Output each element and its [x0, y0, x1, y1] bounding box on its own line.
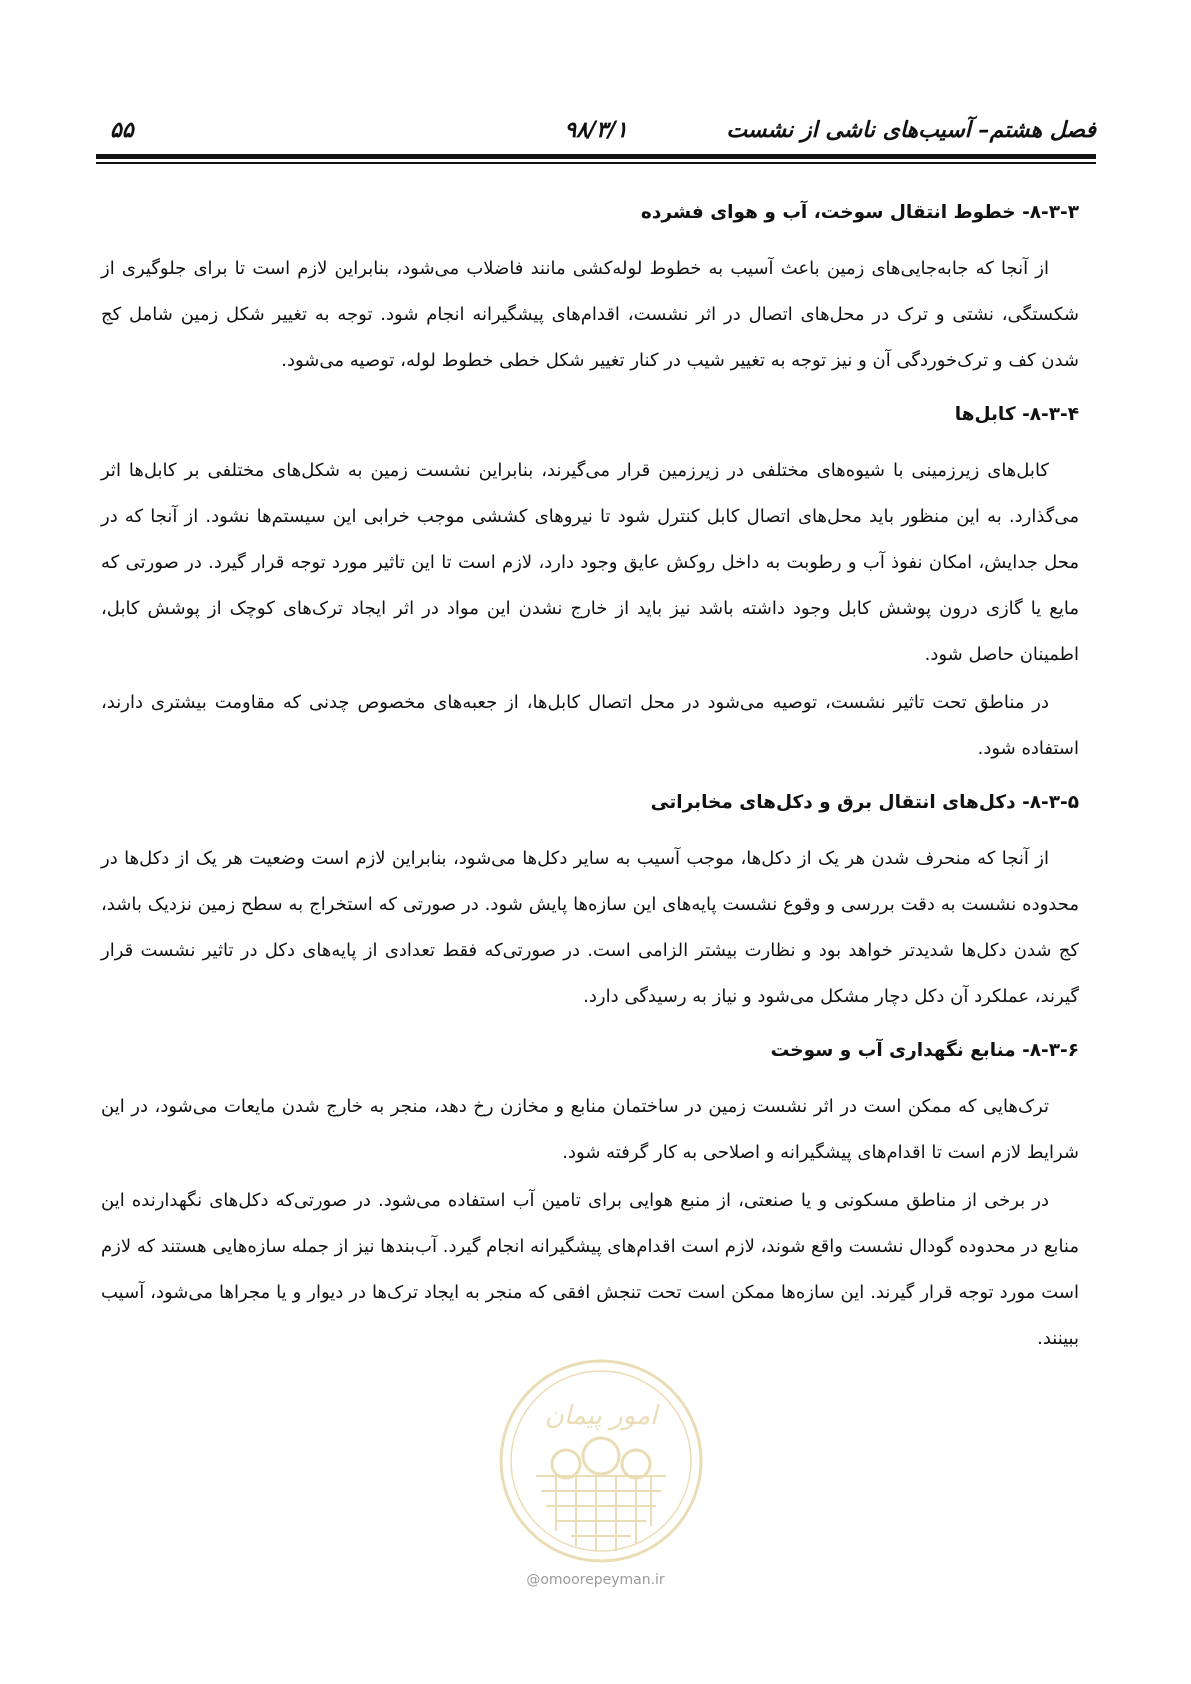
header-date: ۹۸/۳/۱	[564, 118, 628, 143]
page-header	[96, 118, 1096, 152]
page-content	[101, 196, 1079, 1364]
page-number: ۵۵	[110, 118, 134, 143]
section-heading: ۸-۳-۴- کابل‌ها	[954, 404, 1079, 425]
section-heading: ۸-۳-۶- منابع نگهداری آب و سوخت	[770, 1040, 1079, 1061]
header-rule-thick	[96, 154, 1096, 159]
section-fuel-water-air-lines	[101, 196, 1079, 384]
paragraph: ترک‌هایی که ممکن است در اثر نشست زمین در ساختمان منابع و مخازن رخ دهد، منجر به خارج شدن مایعات می‌شود، در این شرایط لازم است تا اقدام‌های پیشگیرانه و اصلاحی به کار گرفته شود.	[101, 1096, 1079, 1163]
paragraph: در برخی از مناطق مسکونی و یا صنعتی، از منبع هوایی برای تامین آب استفاده می‌شود. در صورتی‌که دکل‌های نگهدارنده این منابع در محدوده گودال نشست واقع شوند، لازم است اقدام‌های پیشگیرانه انجام گیرد. آب‌بندها نیز از جمله سازه‌هایی هستند که لازم است مورد توجه قرار گیرند. این سازه‌ها ممکن است تحت تنجش افقی که منجر به ایجاد ترک‌ها در دیوار و یا مجراها می‌شود، آسیب ببینند.	[101, 1190, 1079, 1349]
paragraph: در مناطق تحت تاثیر نشست، توصیه می‌شود در محل اتصال کابل‌ها، از جعبه‌های مخصوص چدنی که مقاومت بیشتری دارند، استفاده شود.	[101, 692, 1079, 759]
header-rule-thin	[96, 162, 1096, 164]
section-heading: ۸-۳-۳- خطوط انتقال سوخت، آب و هوای فشرده	[640, 202, 1079, 223]
section-towers	[101, 786, 1079, 1020]
paragraph: از آنجا که جابه‌جایی‌های زمین باعث آسیب به خطوط لوله‌کشی مانند فاضلاب می‌شود، بنابراین لازم است تا برای جلوگیری از شکستگی، نشتی و ترک در محل‌های اتصال در اثر نشست، اقدام‌های پیشگیرانه انجام شود. توجه به تغییر شکل زمین شامل کج شدن کف و ترک‌خوردگی آن و نیز توجه به تغییر شیب در کنار تغییر شکل خطی خطوط لوله، توصیه می‌شود.	[101, 258, 1079, 371]
section-cables	[101, 398, 1079, 772]
section-storage-tanks	[101, 1034, 1079, 1362]
watermark-url: @omoorepeyman.ir	[526, 1572, 665, 1588]
paragraph: کابل‌های زیرزمینی با شیوه‌های مختلفی در زیرزمین قرار می‌گیرند، بنابراین نشست زمین به شکل‌های مختلفی بر کابل‌ها اثر می‌گذارد. به این منظور باید محل‌های اتصال کابل کنترل شود تا نیروهای کششی موجب خرابی این سیستم‌ها نشود. از آنجا که در محل جدایش، امکان نفوذ آب و رطوبت به داخل روکش عایق وجود دارد، لازم است تا این تاثیر مورد توجه قرار گیرد. در صورتی که مایع یا گازی درون پوشش کابل وجود داشته باشد نیز باید از خارج نشدن این مواد در اثر ایجاد ترک‌های کوچک از پوشش کابل، اطمینان حاصل شود.	[101, 460, 1079, 665]
watermark-logo-text: امور پیمان	[544, 1401, 658, 1431]
chapter-title: فصل هشتم– آسیب‌های ناشی از نشست	[726, 118, 1096, 143]
section-heading: ۸-۳-۵- دکل‌های انتقال برق و دکل‌های مخابراتی	[650, 792, 1079, 813]
paragraph: از آنجا که منحرف شدن هر یک از دکل‌ها، موجب آسیب به سایر دکل‌ها می‌شود، بنابراین لازم است وضعیت هر یک از دکل‌ها در محدوده نشست به دقت بررسی و وقوع نشست پایه‌های این سازه‌ها پایش شود. در صورتی که استخراج به سطح زمین نزدیک باشد، کج شدن دکل‌ها شدیدتر خواهد بود و نظارت بیشتر الزامی است. در صورتی‌که فقط تعدادی از پایه‌های دکل در تاثیر نشست قرار گیرند، عملکرد آن دکل دچار مشکل می‌شود و نیاز به رسیدگی دارد.	[101, 848, 1079, 1007]
watermark-logo-icon	[496, 1356, 706, 1566]
